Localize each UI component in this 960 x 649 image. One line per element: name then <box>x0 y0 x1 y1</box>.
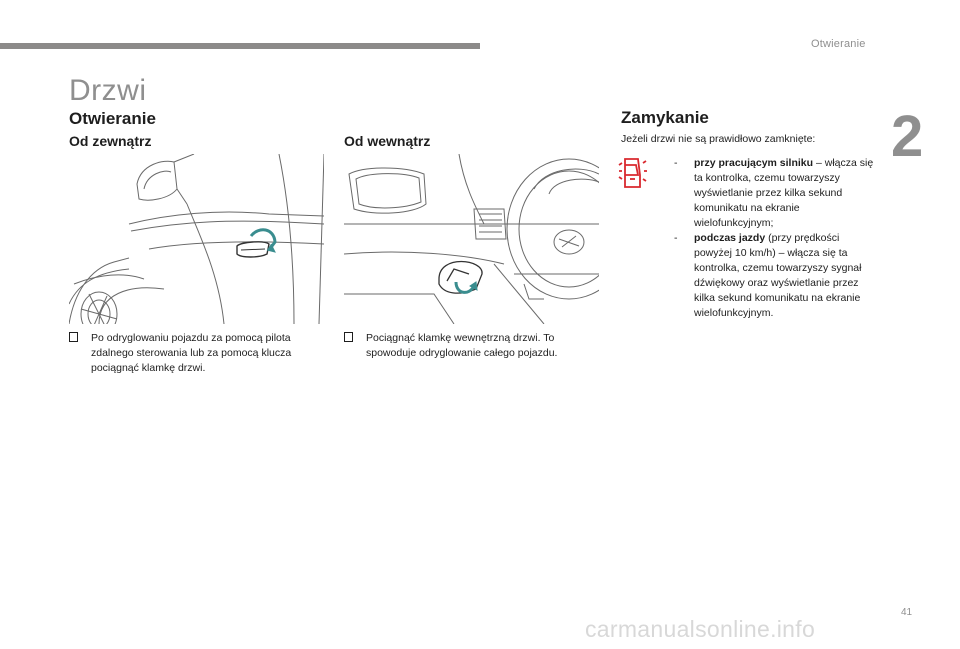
item-driving-bold: podczas jazdy <box>694 232 766 244</box>
instruction-inside-text: Pociągnąć klamkę wewnętrzną drzwi. To spowoduje odryglowanie całego pojazdu. <box>366 332 558 359</box>
section-label: Otwieranie <box>811 38 866 50</box>
section-heading-otwieranie: Otwieranie <box>69 109 156 128</box>
checkbox-bullet-icon <box>69 332 78 342</box>
checkbox-bullet-icon <box>344 332 353 342</box>
subheading-inside: Od wewnątrz <box>344 133 431 149</box>
page-title: Drzwi <box>69 74 147 107</box>
instruction-outside <box>69 331 327 376</box>
item-driving-text: (przy prędkości powyżej 10 km/h) – włącza się ta kontrolka, czemu towarzyszy sygnał dźwiękowy oraz wyświetlanie przez kilka sekund komunikatu na ekranie wielofunkcyjnym. <box>694 232 862 319</box>
section-heading-zamykanie: Zamykanie <box>621 108 709 127</box>
watermark: carmanualsonline.info <box>585 616 816 642</box>
zamykanie-item-engine <box>674 156 874 231</box>
door-open-warning-icon <box>616 155 650 191</box>
zamykanie-intro: Jeżeli drzwi nie są prawidłowo zamknięte: <box>621 133 816 145</box>
illustration-interior-handle <box>344 154 599 324</box>
dash-marker: - <box>674 232 678 244</box>
zamykanie-item-driving <box>674 231 874 321</box>
illustration-exterior-handle <box>69 154 324 324</box>
instruction-outside-text: Po odryglowaniu pojazdu za pomocą pilota zdalnego sterowania lub za pomocą klucza pociągnąć klamkę drzwi. <box>91 332 292 374</box>
chapter-number: 2 <box>891 104 924 169</box>
dash-marker: - <box>674 157 678 169</box>
instruction-inside <box>344 331 602 361</box>
item-engine-text: – włącza się ta kontrolka, czemu towarzyszy wyświetlanie przez kilka sekund komunikatu na ekranie wielofunkcyjnym; <box>694 157 874 229</box>
page-number: 41 <box>901 607 913 618</box>
subheading-outside: Od zewnątrz <box>69 133 152 149</box>
item-engine-bold: przy pracującym silniku <box>694 157 814 169</box>
header-bar <box>0 43 480 49</box>
